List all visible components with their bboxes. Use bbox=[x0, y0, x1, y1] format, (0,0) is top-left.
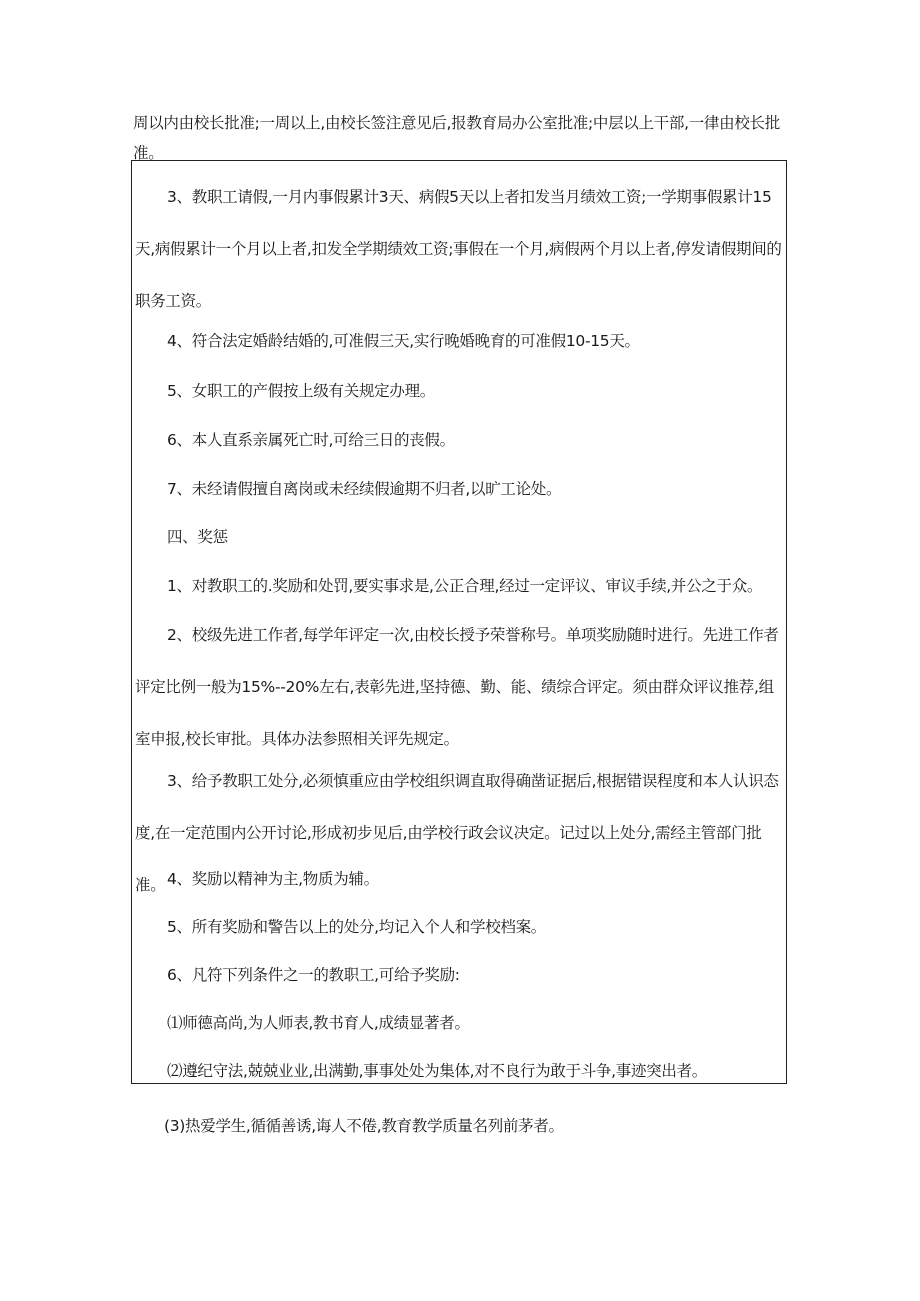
section-heading-rewards: 四、奖惩 bbox=[167, 528, 228, 546]
reward-rule-6: 6、凡符下列条件之一的教职工,可给予奖励: bbox=[167, 966, 460, 984]
reward-condition-3: (3)热爱学生,循循善诱,诲人不倦,教育教学质量名列前茅者。 bbox=[164, 1117, 564, 1135]
reward-rule-2: 2、校级先进工作者,每学年评定一次,由校长授予荣誉称号。单项奖励随时进行。先进工作者评定比例一般为15%--20%左右,表彰先进,坚持德、勤、能、绩综合评定。须由群众评议推荐,组室申报,校长审批。具体办法参照相关评先规定。 bbox=[135, 626, 779, 748]
leave-rule-5: 5、女职工的产假按上级有关规定办理。 bbox=[167, 382, 435, 400]
bordered-content-box bbox=[131, 160, 787, 1084]
reward-rule-1: 1、对教职工的.奖励和处罚,要实事求是,公正合理,经过一定评议、审议手续,并公之于众。 bbox=[167, 577, 763, 595]
reward-condition-1: ⑴师德高尚,为人师表,教书育人,成绩显著者。 bbox=[167, 1014, 470, 1032]
reward-rule-5: 5、所有奖励和警告以上的处分,均记入个人和学校档案。 bbox=[167, 918, 546, 936]
reward-rule-3: 3、给予教职工处分,必须慎重应由学校组织调直取得确凿证据后,根据错误程度和本人认识态度,在一定范围内公开讨论,形成初步见后,由学校行政会议决定。记过以上处分,需经主管部门批准。 bbox=[135, 772, 779, 894]
leave-rule-6: 6、本人直系亲属死亡时,可给三日的丧假。 bbox=[167, 431, 455, 449]
leave-rule-4: 4、符合法定婚龄结婚的,可准假三天,实行晚婚晚育的可准假10-15天。 bbox=[167, 332, 640, 350]
leave-rule-3: 3、教职工请假,一月内事假累计3天、病假5天以上者扣发当月绩效工资;一学期事假累计15天,病假累计一个月以上者,扣发全学期绩效工资;事假在一个月,病假两个月以上者,停发请假期间的职务工资。 bbox=[135, 188, 782, 310]
reward-condition-2: ⑵遵纪守法,兢兢业业,出满勤,事事处处为集体,对不良行为敢于斗争,事迹突出者。 bbox=[167, 1062, 707, 1080]
intro-paragraph: 周以内由校长批准;一周以上,由校长签注意见后,报教育局办公室批准;中层以上干部,一律由校长批准。 bbox=[133, 114, 780, 162]
reward-rule-4: 4、奖励以精神为主,物质为辅。 bbox=[167, 870, 379, 888]
leave-rule-7: 7、未经请假擅自离岗或未经续假逾期不归者,以旷工论处。 bbox=[167, 480, 562, 498]
